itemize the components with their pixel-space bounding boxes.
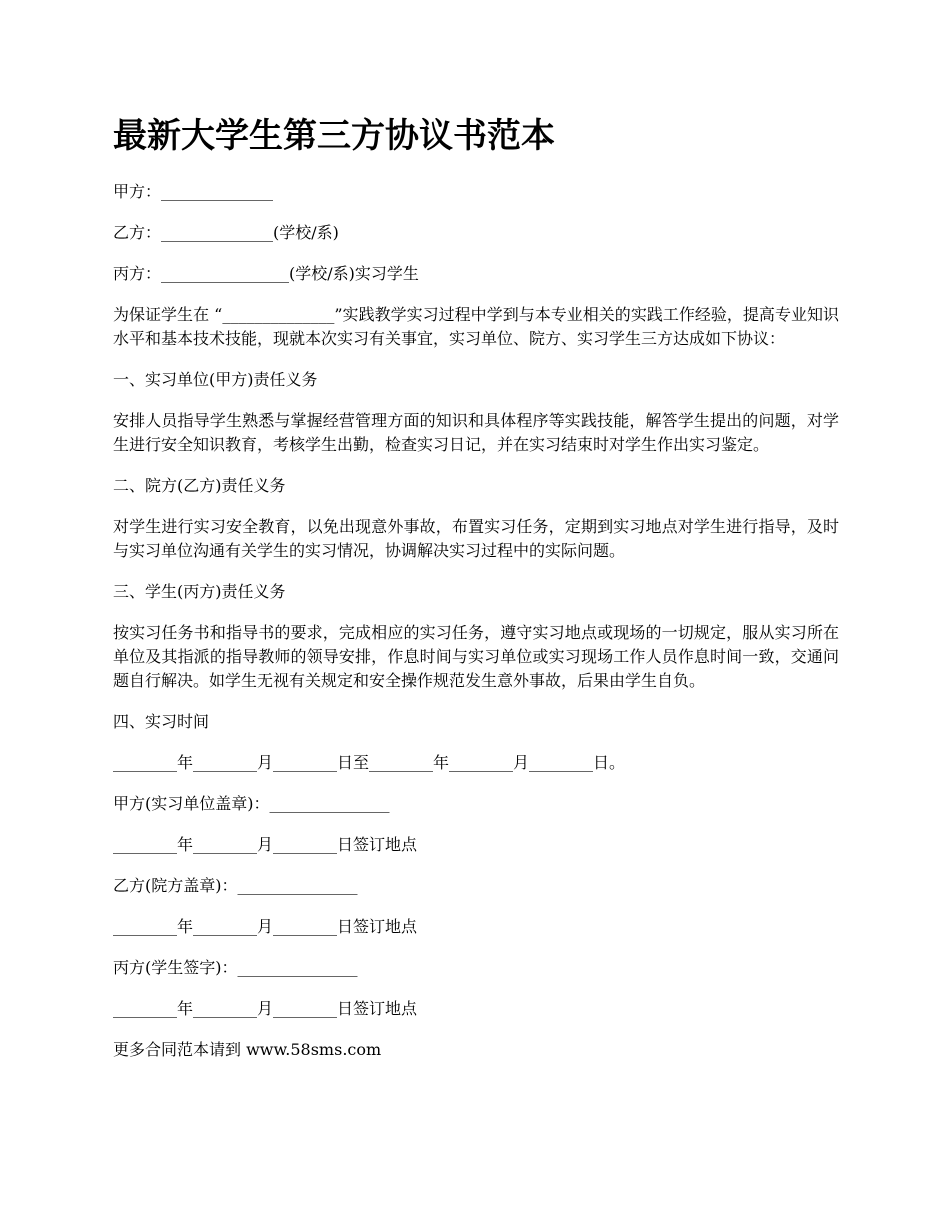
internship-dates-line: ________年________月________日至________年________月________日。 [113, 753, 626, 772]
party-c-sign-date-line: ________年________月________日签订地点 [113, 999, 418, 1018]
party-b-seal-line: 乙方(院方盖章)：_______________ [113, 876, 358, 895]
party-c-signature-line: 丙方(学生签字)：_______________ [113, 958, 358, 977]
party-b-sign-date-line: ________年________月________日签订地点 [113, 917, 418, 936]
document-page [113, 112, 839, 1079]
document-title: 最新大学生第三方协议书范本 [113, 116, 555, 156]
section2-heading: 二、院方(乙方)责任义务 [113, 476, 286, 495]
party-a-seal-line: 甲方(实习单位盖章)：_______________ [113, 794, 390, 813]
party-b-line: 乙方：______________(学校/系) [113, 223, 339, 242]
intro-paragraph: 为保证学生在 “______________”实践教学实习过程中学到与本专业相关的实践工作经验，提高专业知识水平和基本技术技能，现就本次实习有关事宜，实习单位、院方、实习学生三方达成如下协议： [113, 305, 839, 348]
section3-body: 按实习任务书和指导书的要求，完成相应的实习任务，遵守实习地点或现场的一切规定，服从实习所在单位及其指派的指导教师的领导安排，作息时间与实习单位或实习现场工作人员作息时间一致，交通问题自行解决。如学生无视有关规定和安全操作规范发生意外事故，后果由学生自负。 [113, 623, 839, 690]
party-a-line: 甲方：______________ [113, 182, 274, 201]
section3-heading: 三、学生(丙方)责任义务 [113, 582, 286, 601]
footer-text: 更多合同范本请到 www.58sms.com [113, 1040, 382, 1059]
party-c-line: 丙方：________________(学校/系)实习学生 [113, 264, 419, 283]
section1-heading: 一、实习单位(甲方)责任义务 [113, 370, 318, 389]
party-a-sign-date-line: ________年________月________日签订地点 [113, 835, 418, 854]
section4-heading: 四、实习时间 [113, 712, 210, 731]
section2-body: 对学生进行实习安全教育，以免出现意外事故，布置实习任务，定期到实习地点对学生进行指导，及时与实习单位沟通有关学生的实习情况，协调解决实习过程中的实际问题。 [113, 517, 839, 560]
section1-body: 安排人员指导学生熟悉与掌握经营管理方面的知识和具体程序等实践技能，解答学生提出的问题，对学生进行安全知识教育，考核学生出勤，检查实习日记，并在实习结束时对学生作出实习鉴定。 [113, 411, 839, 454]
